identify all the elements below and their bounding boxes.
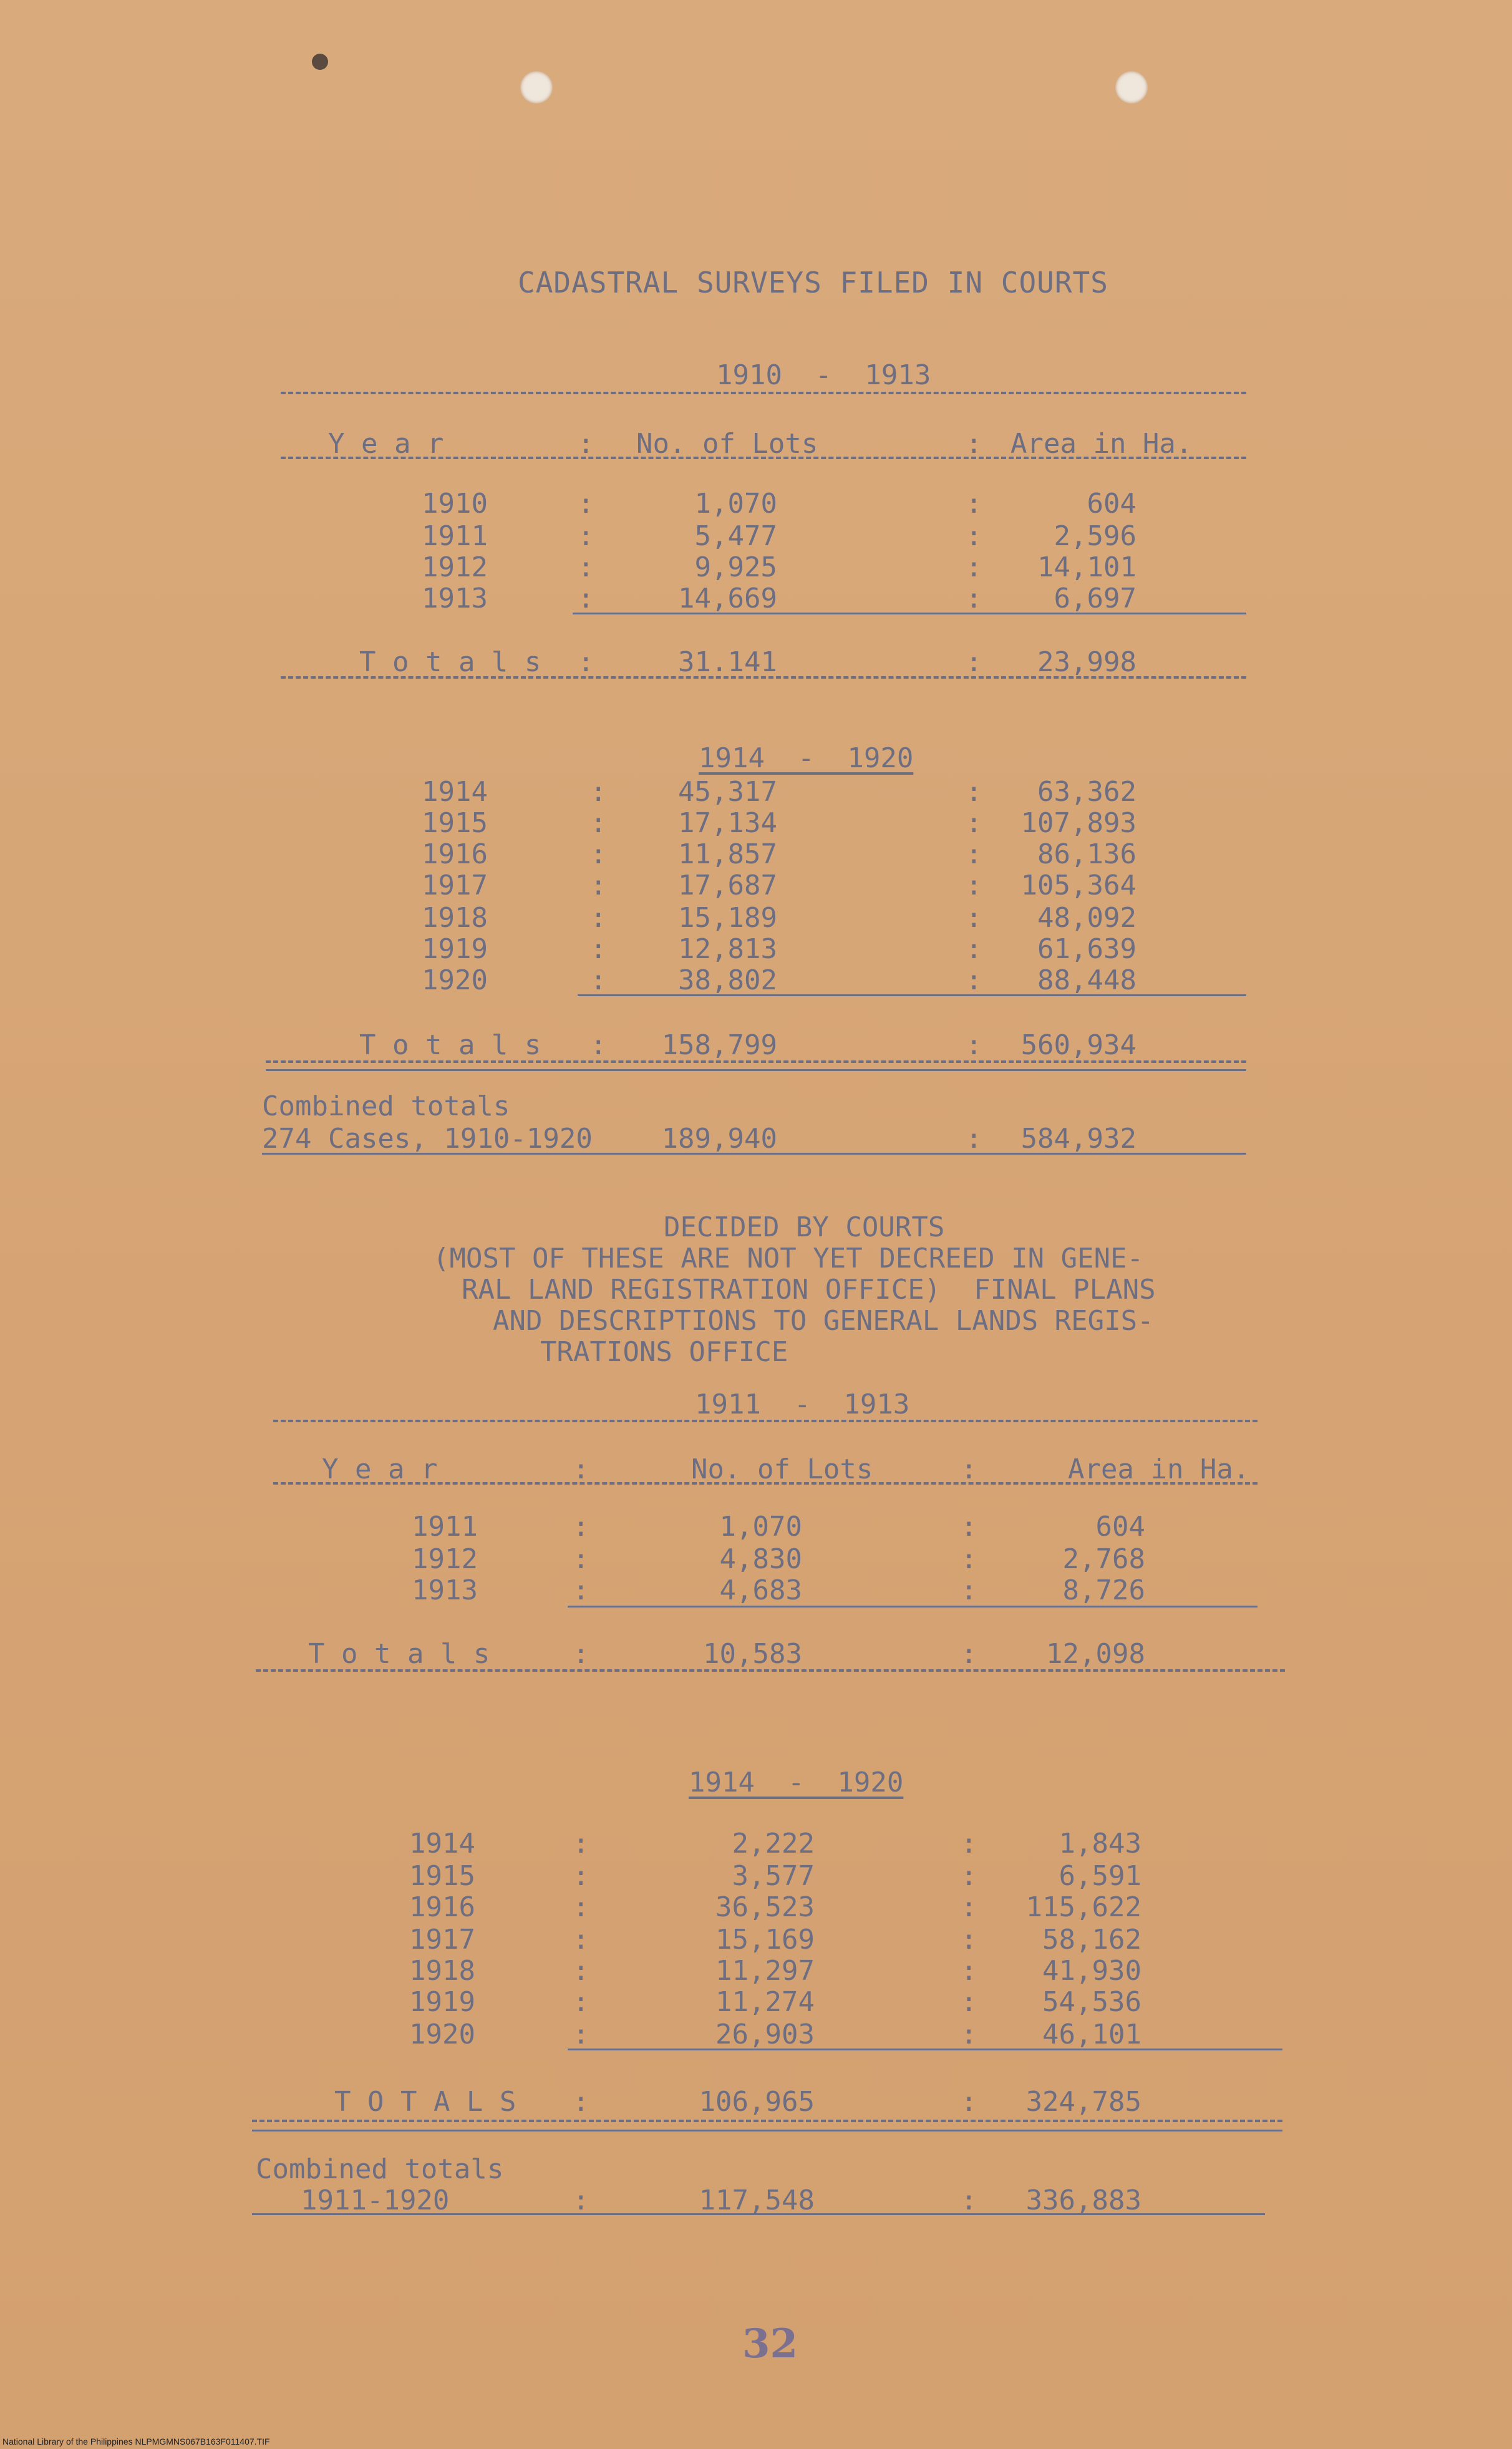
lots-cell: 2,222 [732, 1828, 815, 1860]
col-sep: : [961, 2185, 977, 2216]
col-header-area: Area in Ha. [1068, 1453, 1250, 1485]
page-number: 32 [742, 2320, 798, 2367]
lots-cell: 17,134 [678, 807, 777, 839]
col-sep: : [966, 488, 982, 520]
combined-label: Combined totals [256, 2153, 504, 2185]
area-cell: 86,136 [1037, 838, 1136, 870]
combined-label: Combined totals [262, 1090, 510, 1122]
year-cell: 1914 [409, 1828, 475, 1860]
punch-hole-right [1115, 71, 1148, 104]
lots-cell: 14,669 [678, 583, 777, 614]
col-sep: : [573, 1986, 589, 2018]
totals-lots: 10,583 [703, 1638, 802, 1670]
col-sep: : [573, 2185, 589, 2216]
col-sep: : [966, 933, 982, 965]
col-sep: : [961, 1453, 977, 1485]
col-sep: : [573, 2086, 589, 2118]
lots-cell: 5,477 [694, 520, 777, 552]
divider [281, 676, 1246, 679]
year-cell: 1916 [409, 1891, 475, 1923]
col-sep: : [578, 428, 594, 460]
col-sep: : [966, 964, 982, 996]
page-title: CADASTRAL SURVEYS FILED IN COURTS [518, 266, 1108, 299]
col-sep: : [961, 1828, 977, 1860]
subtotal-rule [568, 1606, 1258, 1608]
col-sep: : [590, 964, 607, 996]
year-cell: 1919 [422, 933, 488, 965]
col-sep: : [573, 1511, 589, 1543]
area-cell: 604 [1095, 1511, 1145, 1543]
area-cell: 88,448 [1037, 964, 1136, 996]
totals-area: 324,785 [1025, 2086, 1141, 2118]
decided-heading-line: DECIDED BY COURTS [664, 1211, 945, 1243]
punch-hole-left [520, 71, 553, 104]
col-sep: : [966, 807, 982, 839]
divider [252, 2120, 1282, 2122]
decided-heading-line: (MOST OF THESE ARE NOT YET DECREED IN GENE- [433, 1243, 1144, 1274]
lots-cell: 4,683 [719, 1574, 802, 1606]
col-sep: : [961, 1955, 977, 1987]
decided-heading-line: AND DESCRIPTIONS TO GENERAL LANDS REGIS- [493, 1305, 1154, 1337]
col-sep: : [961, 2086, 977, 2118]
area-cell: 2,768 [1062, 1543, 1145, 1575]
lots-cell: 1,070 [719, 1511, 802, 1543]
year-cell: 1918 [422, 902, 488, 934]
totals-label: T o t a l s [359, 646, 541, 678]
col-sep: : [573, 1828, 589, 1860]
year-cell: 1920 [422, 964, 488, 996]
area-cell: 105,364 [1020, 870, 1136, 901]
lots-cell: 38,802 [678, 964, 777, 996]
divider [262, 1153, 1246, 1155]
year-cell: 1912 [422, 551, 488, 583]
col-sep: : [573, 1574, 589, 1606]
divider [266, 1069, 1246, 1071]
subtotal-rule [578, 994, 1246, 996]
year-cell: 1915 [422, 807, 488, 839]
col-sep: : [578, 551, 594, 583]
decided-heading-line: TRATIONS OFFICE [540, 1336, 788, 1368]
subtotal-rule [573, 613, 1246, 614]
lots-cell: 15,189 [678, 902, 777, 934]
area-cell: 2,596 [1054, 520, 1136, 552]
area-cell: 48,092 [1037, 902, 1136, 934]
col-sep: : [578, 520, 594, 552]
area-cell: 46,101 [1042, 2019, 1141, 2050]
combined-cases: 274 Cases, 1910-1920 [262, 1123, 593, 1155]
col-header-area: Area in Ha. [1010, 428, 1193, 460]
year-cell: 1911 [422, 520, 488, 552]
lots-cell: 17,687 [678, 870, 777, 901]
col-sep: : [961, 1860, 977, 1892]
totals-area: 12,098 [1046, 1638, 1145, 1670]
col-sep: : [573, 1955, 589, 1987]
col-header-year: Y e a r [322, 1453, 438, 1485]
col-sep: : [966, 428, 982, 460]
col-sep: : [590, 776, 607, 808]
col-sep: : [573, 2019, 589, 2050]
year-cell: 1912 [412, 1543, 478, 1575]
col-sep: : [578, 488, 594, 520]
col-header-year: Y e a r [328, 428, 444, 460]
col-sep: : [966, 646, 982, 678]
totals-label: T O T A L S [334, 2086, 516, 2118]
year-cell: 1913 [412, 1574, 478, 1606]
divider [273, 1420, 1258, 1422]
area-cell: 604 [1087, 488, 1136, 520]
col-sep: : [573, 1638, 589, 1670]
area-cell: 58,162 [1042, 1924, 1141, 1956]
year-cell: 1918 [409, 1955, 475, 1987]
year-cell: 1920 [409, 2019, 475, 2050]
col-sep: : [961, 1891, 977, 1923]
ink-spot [312, 54, 328, 70]
lots-cell: 9,925 [694, 551, 777, 583]
lots-cell: 45,317 [678, 776, 777, 808]
area-cell: 41,930 [1042, 1955, 1141, 1987]
totals-area: 23,998 [1037, 646, 1136, 678]
period-heading-decided-1: 1911 - 1913 [695, 1389, 910, 1420]
col-sep: : [966, 583, 982, 614]
area-cell: 63,362 [1037, 776, 1136, 808]
area-cell: 61,639 [1037, 933, 1136, 965]
year-cell: 1919 [409, 1986, 475, 2018]
period-heading-filed-2: 1914 - 1920 [699, 742, 914, 774]
combined-lots: 189,940 [661, 1123, 777, 1155]
divider [252, 2130, 1282, 2131]
lots-cell: 12,813 [678, 933, 777, 965]
col-sep: : [961, 1511, 977, 1543]
col-sep: : [966, 870, 982, 901]
col-sep: : [966, 902, 982, 934]
period-heading-filed-1: 1910 - 1913 [716, 359, 931, 391]
col-header-lots: No. of Lots [691, 1453, 873, 1485]
lots-cell: 11,274 [715, 1986, 815, 2018]
combined-area: 584,932 [1020, 1123, 1136, 1155]
col-sep: : [966, 1029, 982, 1061]
year-cell: 1911 [412, 1511, 478, 1543]
totals-area: 560,934 [1020, 1029, 1136, 1061]
lots-cell: 11,857 [678, 838, 777, 870]
year-cell: 1910 [422, 488, 488, 520]
col-sep: : [961, 1574, 977, 1606]
lots-cell: 36,523 [715, 1891, 815, 1923]
year-cell: 1914 [422, 776, 488, 808]
col-sep: : [573, 1860, 589, 1892]
col-sep: : [966, 838, 982, 870]
combined-years: 1911-1920 [301, 2185, 450, 2216]
divider [273, 1482, 1258, 1485]
col-sep: : [590, 807, 607, 839]
col-header-lots: No. of Lots [636, 428, 818, 460]
year-cell: 1915 [409, 1860, 475, 1892]
divider [281, 392, 1246, 394]
year-cell: 1917 [409, 1924, 475, 1956]
totals-lots: 158,799 [661, 1029, 777, 1061]
totals-label: T o t a l s [359, 1029, 541, 1061]
divider [281, 457, 1246, 459]
col-sep: : [573, 1891, 589, 1923]
col-sep: : [590, 838, 607, 870]
col-sep: : [578, 646, 594, 678]
col-sep: : [961, 1543, 977, 1575]
col-sep: : [590, 1029, 607, 1061]
divider [266, 1060, 1246, 1063]
lots-cell: 3,577 [732, 1860, 815, 1892]
year-cell: 1917 [422, 870, 488, 901]
combined-lots: 117,548 [699, 2185, 815, 2216]
divider [256, 1669, 1285, 1672]
col-sep: : [573, 1543, 589, 1575]
col-sep: : [961, 1986, 977, 2018]
year-cell: 1913 [422, 583, 488, 614]
col-sep: : [966, 776, 982, 808]
col-sep: : [961, 2019, 977, 2050]
col-sep: : [961, 1638, 977, 1670]
col-sep: : [578, 583, 594, 614]
area-cell: 8,726 [1062, 1574, 1145, 1606]
area-cell: 6,591 [1059, 1860, 1141, 1892]
lots-cell: 4,830 [719, 1543, 802, 1575]
col-sep: : [961, 1924, 977, 1956]
totals-label: T o t a l s [308, 1638, 490, 1670]
col-sep: : [590, 870, 607, 901]
area-cell: 107,893 [1020, 807, 1136, 839]
totals-lots: 31.141 [678, 646, 777, 678]
combined-area: 336,883 [1025, 2185, 1141, 2216]
area-cell: 14,101 [1037, 551, 1136, 583]
lots-cell: 11,297 [715, 1955, 815, 1987]
lots-cell: 15,169 [715, 1924, 815, 1956]
totals-lots: 106,965 [699, 2086, 815, 2118]
year-cell: 1916 [422, 838, 488, 870]
divider [252, 2213, 1265, 2215]
col-sep: : [590, 933, 607, 965]
period-heading-decided-2: 1914 - 1920 [689, 1767, 904, 1798]
area-cell: 115,622 [1025, 1891, 1141, 1923]
decided-heading-line: RAL LAND REGISTRATION OFFICE) FINAL PLANS [462, 1274, 1156, 1306]
area-cell: 54,536 [1042, 1986, 1141, 2018]
col-sep: : [966, 520, 982, 552]
col-sep: : [966, 551, 982, 583]
area-cell: 6,697 [1054, 583, 1136, 614]
area-cell: 1,843 [1059, 1828, 1141, 1860]
col-sep: : [966, 1123, 982, 1155]
subtotal-rule [568, 2049, 1282, 2050]
lots-cell: 26,903 [715, 2019, 815, 2050]
lots-cell: 1,070 [694, 488, 777, 520]
col-sep: : [573, 1924, 589, 1956]
footer-caption: National Library of the Philippines NLPMGMNS067B163F011407.TIF [2, 2437, 270, 2447]
col-sep: : [590, 902, 607, 934]
col-sep: : [573, 1453, 589, 1485]
